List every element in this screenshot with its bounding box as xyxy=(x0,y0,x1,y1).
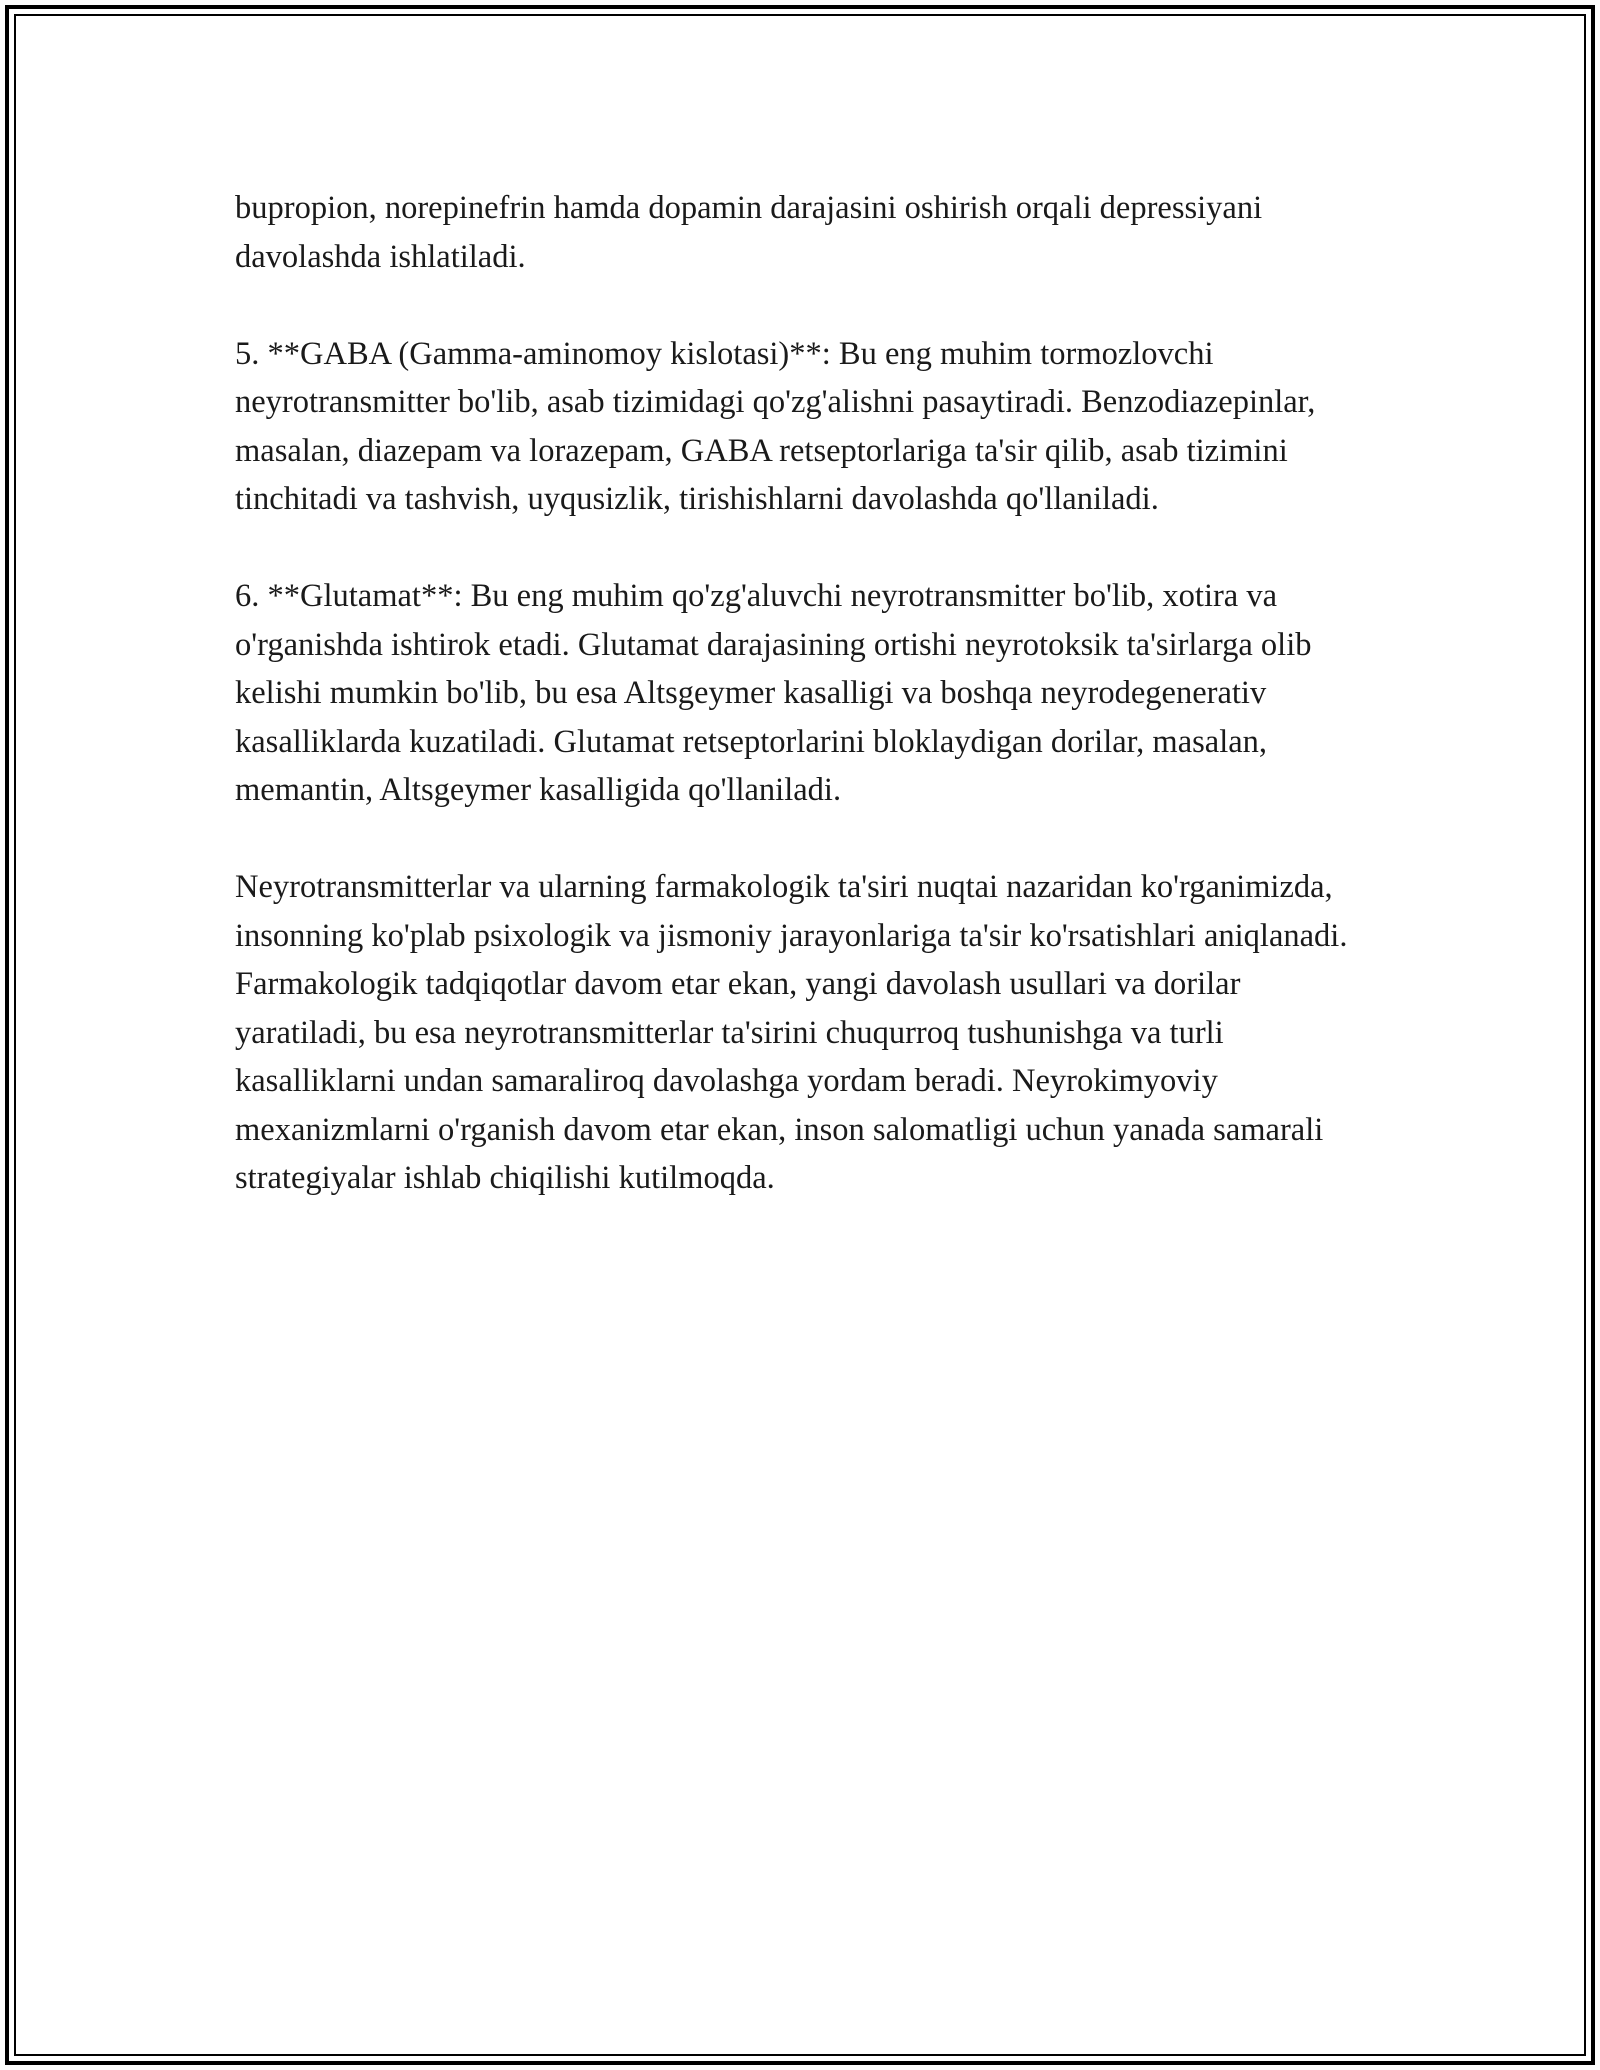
document-body xyxy=(235,184,1375,1203)
paragraph-bupropion: bupropion, norepinefrin hamda dopamin darajasini oshirish orqali depressiyani davolashda ishlatiladi. xyxy=(235,190,1263,275)
paragraph-conclusion: Neyrotransmitterlar va ularning farmakologik ta'siri nuqtai nazaridan ko'rganimizda, insonning ko'plab psixologik va jismoniy jarayonlariga ta'sir ko'rsatishlari aniqlanadi. Farmakologik tadqiqotlar davom etar ekan, yangi davolash usullari va dorilar yaratiladi, bu esa neyrotransmitterlar ta'sirini chuqurroq tushunishga va turli kasalliklarni undan samaraliroq davolashga yordam beradi. Neyrokimyoviy mexanizmlarni o'rganish davom etar ekan, inson salomatligi uchun yanada samarali strategiyalar ishlab chiqilishi kutilmoqda. xyxy=(235,869,1348,1196)
paragraph-gaba: 5. **GABA (Gamma-aminomoy kislotasi)**: Bu eng muhim tormozlovchi neyrotransmitter bo'lib, asab tizimidagi qo'zg'alishni pasaytiradi. Benzodiazepinlar, masalan, diazepam va lorazepam, GABA retseptorlariga ta'sir qilib, asab tizimini tinchitadi va tashvish, uyqusizlik, tirishishlarni davolashda qo'llaniladi. xyxy=(235,335,1316,517)
paragraph-glutamat: 6. **Glutamat**: Bu eng muhim qo'zg'aluvchi neyrotransmitter bo'lib, xotira va o'rganishda ishtirok etadi. Glutamat darajasining ortishi neyrotoksik ta'sirlarga olib kelishi mumkin bo'lib, bu esa Altsgeymer kasalligi va boshqa neyrodegenerativ kasalliklarda kuzatiladi. Glutamat retseptorlarini bloklaydigan dorilar, masalan, memantin, Altsgeymer kasalligida qo'llaniladi. xyxy=(235,578,1312,808)
